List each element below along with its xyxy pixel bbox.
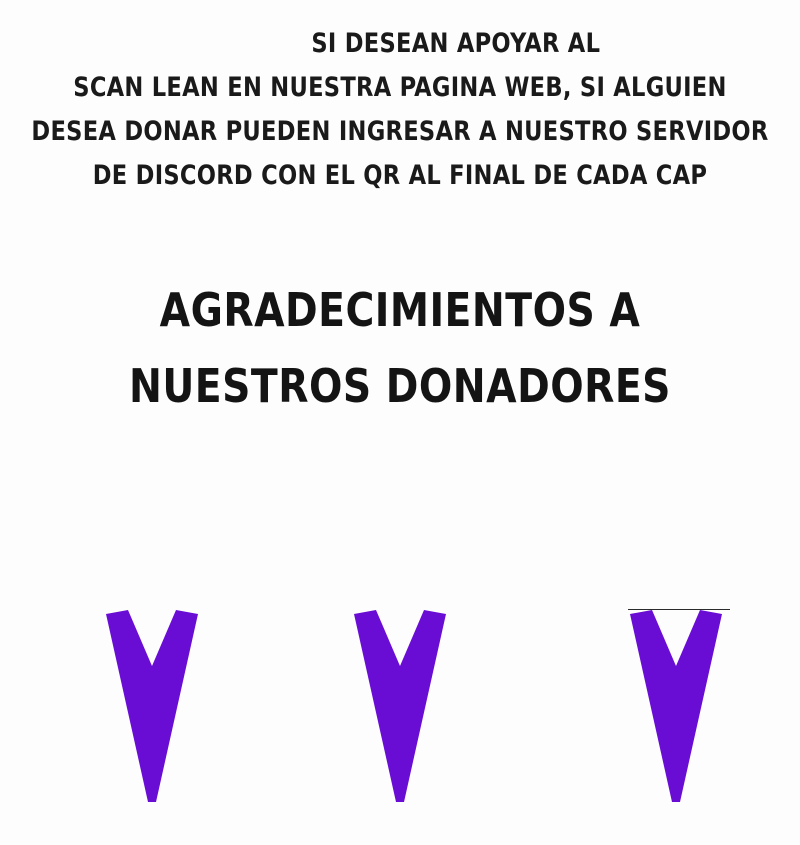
announcement-line-2: SCAN LEAN EN NUESTRA PAGINA WEB, SI ALGUIEN	[73, 72, 727, 103]
page-title	[0, 272, 800, 424]
page-title-line-2: NUESTROS DONADORES	[128, 359, 671, 413]
announcement-line-1: SI DESEAN APOYAR AL	[311, 28, 601, 59]
announcement-line-4: DE DISCORD CON EL QR AL FINAL DE CADA CAP	[92, 160, 708, 191]
arrow-down-icon	[352, 608, 448, 804]
arrow-down-icon	[628, 608, 724, 804]
arrow-down-icon	[104, 608, 200, 804]
announcement-line-3: DESEA DONAR PUEDEN INGRESAR A NUESTRO SERVIDOR	[31, 116, 769, 147]
arrow-row	[0, 608, 800, 818]
announcement-block	[0, 22, 800, 198]
page-title-line-1: AGRADECIMIENTOS A	[159, 283, 641, 337]
